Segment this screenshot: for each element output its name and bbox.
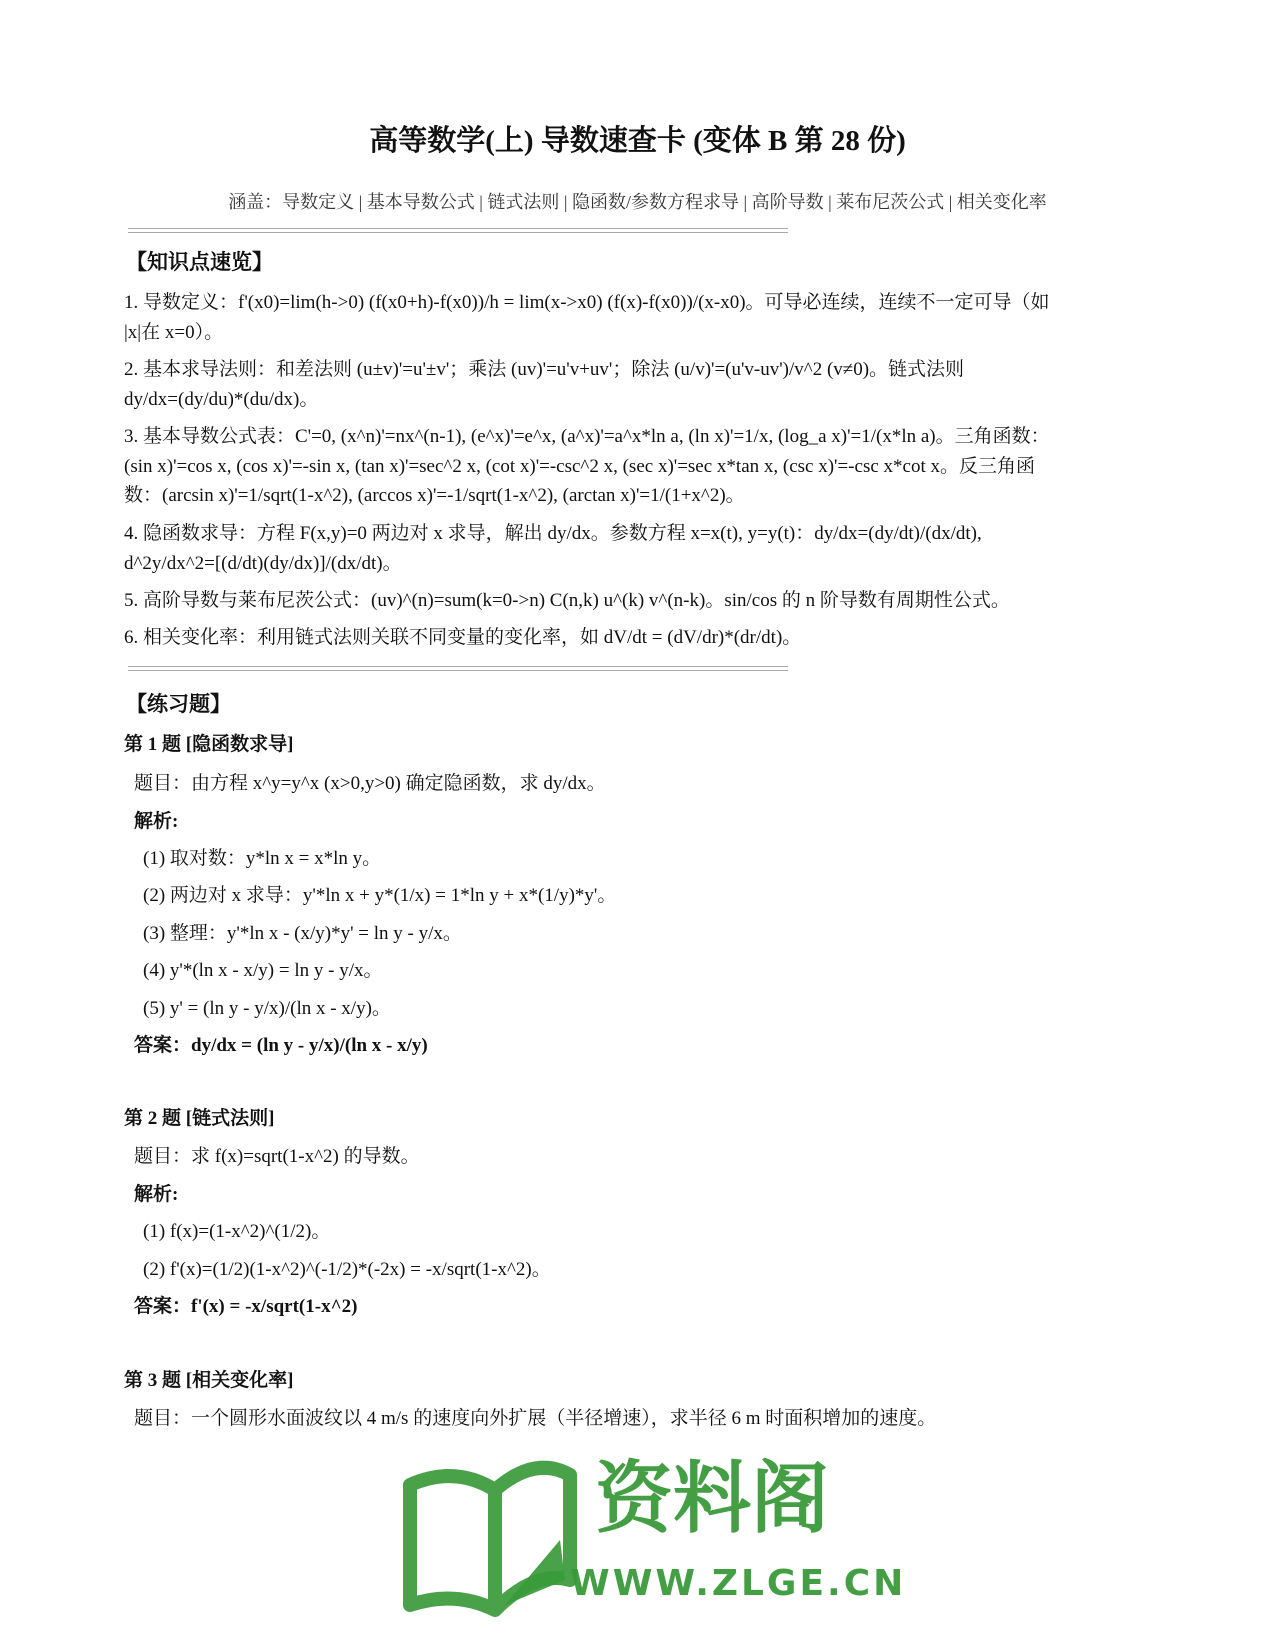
knowledge-line: 3. 基本导数公式表：C'=0, (x^n)'=nx^(n-1), (e^x)'=e^x, (a^x)'=a^x*ln a, (ln x)'=1/x, (log_a x)'=1/(x*ln a)。三角函数： [124, 426, 1050, 447]
practice-heading: 【练习题】 [126, 692, 231, 716]
watermark-book-icon [400, 1430, 907, 1630]
problem-1-analysis-label: 解析: [134, 811, 179, 832]
problem-3-question: 题目：一个圆形水面波纹以 4 m/s 的速度向外扩展（半径增速），求半径 6 m 时面积增加的速度。 [134, 1408, 937, 1429]
problem-2-heading: 第 2 题 [链式法则] [124, 1108, 275, 1129]
problem-1-step: (4) y'*(ln x - x/y) = ln y - y/x。 [143, 960, 383, 981]
knowledge-line: 4. 隐函数求导：方程 F(x,y)=0 两边对 x 求导，解出 dy/dx。参数方程 x=x(t), y=y(t)：dy/dx=(dy/dt)/(dx/dt), [124, 523, 982, 544]
page-subtitle: 涵盖：导数定义 | 基本导数公式 | 链式法则 | 隐函数/参数方程求导 | 高阶导数 | 莱布尼茨公式 | 相关变化率 [228, 192, 1047, 212]
divider-top [128, 228, 788, 233]
knowledge-line: dy/dx=(dy/du)*(du/dx)。 [124, 389, 319, 410]
watermark-url: WWW.ZLGE.CN [570, 1563, 907, 1604]
knowledge-line: (sin x)'=cos x, (cos x)'=-sin x, (tan x)'=sec^2 x, (cot x)'=-csc^2 x, (sec x)'=sec x*tan x, (csc x)'=-csc x*cot x。反三角函 [124, 456, 1035, 477]
watermark-name: 资料阁 [595, 1454, 830, 1544]
problem-1-step: (1) 取对数：y*ln x = x*ln y。 [143, 848, 382, 869]
problem-2-answer: 答案：f'(x) = -x/sqrt(1-x^2) [134, 1296, 358, 1317]
problem-2-analysis-label: 解析: [134, 1184, 179, 1205]
problem-1-step: (3) 整理：y'*ln x - (x/y)*y' = ln y - y/x。 [143, 923, 462, 944]
knowledge-line: 数：(arcsin x)'=1/sqrt(1-x^2), (arccos x)'=-1/sqrt(1-x^2), (arctan x)'=1/(1+x^2)。 [124, 485, 745, 506]
knowledge-heading: 【知识点速览】 [126, 250, 273, 274]
watermark [400, 1430, 907, 1630]
problem-1-question: 题目：由方程 x^y=y^x (x>0,y>0) 确定隐函数，求 dy/dx。 [134, 773, 606, 794]
problem-1-step: (2) 两边对 x 求导：y'*ln x + y*(1/x) = 1*ln y + x*(1/y)*y'。 [143, 885, 617, 906]
problem-3-heading: 第 3 题 [相关变化率] [124, 1370, 294, 1391]
problem-2-question: 题目：求 f(x)=sqrt(1-x^2) 的导数。 [134, 1146, 420, 1167]
problem-2-step: (2) f'(x)=(1/2)(1-x^2)^(-1/2)*(-2x) = -x/sqrt(1-x^2)。 [143, 1259, 551, 1280]
knowledge-line: 6. 相关变化率：利用链式法则关联不同变量的变化率，如 dV/dt = (dV/dr)*(dr/dt)。 [124, 627, 802, 648]
knowledge-line: d^2y/dx^2=[(d/dt)(dy/dx)]/(dx/dt)。 [124, 553, 402, 574]
knowledge-line: 5. 高阶导数与莱布尼茨公式：(uv)^(n)=sum(k=0->n) C(n,k) u^(k) v^(n-k)。sin/cos 的 n 阶导数有周期性公式。 [124, 590, 1010, 611]
knowledge-line: 2. 基本求导法则：和差法则 (u±v)'=u'±v'；乘法 (uv)'=u'v+uv'；除法 (u/v)'=(u'v-uv')/v^2 (v≠0)。链式法则 [124, 359, 965, 380]
knowledge-line: 1. 导数定义：f'(x0)=lim(h->0) (f(x0+h)-f(x0))/h = lim(x->x0) (f(x)-f(x0))/(x-x0)。可导必连续，连续不一定可导（如 [124, 292, 1050, 313]
knowledge-line: |x|在 x=0）。 [124, 322, 224, 343]
page-title: 高等数学(上) 导数速查卡 (变体 B 第 28 份) [369, 125, 906, 157]
problem-2-step: (1) f(x)=(1-x^2)^(1/2)。 [143, 1221, 331, 1242]
problem-1-heading: 第 1 题 [隐函数求导] [124, 734, 294, 755]
problem-1-answer: 答案：dy/dx = (ln y - y/x)/(ln x - x/y) [134, 1035, 428, 1056]
divider-middle [128, 666, 788, 671]
problem-1-step: (5) y' = (ln y - y/x)/(ln x - x/y)。 [143, 998, 391, 1019]
